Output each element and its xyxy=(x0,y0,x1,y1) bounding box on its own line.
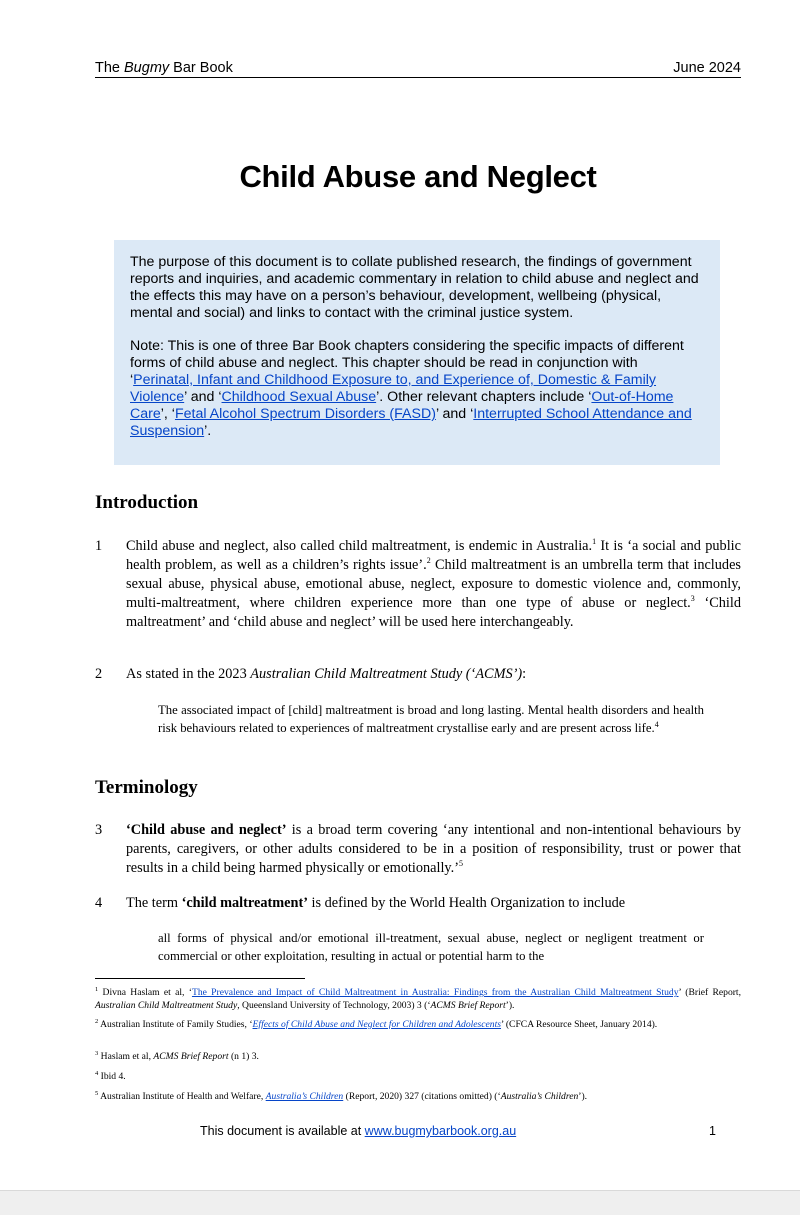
summary-box xyxy=(114,240,720,465)
link-childhood-sexual-abuse[interactable]: Childhood Sexual Abuse xyxy=(221,389,377,405)
paragraph-4 xyxy=(95,894,741,913)
heading-terminology: Terminology xyxy=(95,777,198,798)
link-domestic-family-violence[interactable]: Perinatal, Infant and Childhood Exposure to, and Experience of, Domestic & Family Violence xyxy=(130,372,657,405)
paragraph-text: ‘Child abuse and neglect’ is a broad term covering ‘any intentional and non-intentional behaviours by parents, caregivers, or other adults considered to be in a position of responsibility, trust or power that results in a child being harmed physically or emotionally.’$^5$ xyxy=(126,822,741,876)
paragraph-3 xyxy=(95,821,741,878)
summary-note: Note: This is one of three Bar Book chapters considering the specific impacts of different forms of child abuse and neglect. This chapter should be read in conjunction with ‘Perinatal, Infant and Childhood Exposure to, and Experience of, Domestic & Family Violence’ and ‘Childhood Sexual Abuse’. Other relevant chapters include ‘Out-of-Home Care’, ‘Fetal Alcohol Spectrum Disorders (FASD)’ and ‘Interrupted School Attendance and Suspension’. xyxy=(130,338,692,439)
footnote-5: $^5$ Australian Institute of Health and Welfare, Australia’s Children (Report, 2020) 327 (citations omitted) (‘Australia’s Children’). xyxy=(95,1089,588,1102)
paragraph-text: The term ‘child maltreatment’ is defined by the World Health Organization to include xyxy=(126,895,626,911)
paragraph-text: Child abuse and neglect, also called child maltreatment, is endemic in Australia.$^1$ It is ‘a social and public health problem, as well as a children’s rights issue’.$^2$ Child maltreatment is an umbrella term that includes sexual abuse, physical abuse, emotional abuse, neglect, exposure to domestic violence and, commonly, multi-maltreatment, where children experience more than one type of abuse or neglect.$^3$ ‘Child maltreatment’ and ‘child abuse and neglect’ will be used here interchangeably. xyxy=(126,537,741,630)
block-quote-acms: The associated impact of [child] maltreatment is broad and long lasting. Mental health disorders and health risk behaviours related to experiences of maltreatment crystallise early and are present across life.$^4$ xyxy=(158,703,704,735)
link-australias-children[interactable]: Australia’s Children xyxy=(265,1091,344,1102)
link-fasd[interactable]: Fetal Alcohol Spectrum Disorders (FASD) xyxy=(174,406,436,422)
paragraph-1 xyxy=(95,537,741,632)
paragraph-number: 4 xyxy=(95,895,103,911)
footnote-ref[interactable]: 5 xyxy=(458,859,463,869)
heading-introduction: Introduction xyxy=(95,492,199,513)
footnote-ref[interactable]: 4 xyxy=(654,719,659,729)
page-gap xyxy=(0,1190,800,1215)
footnote-ref[interactable]: 1 xyxy=(592,537,597,547)
running-header xyxy=(95,60,741,78)
link-school-attendance[interactable]: Interrupted School Attendance and Suspension xyxy=(130,406,692,439)
summary-purpose: The purpose of this document is to collate published research, the findings of government reports and inquiries, and academic commentary in relation to child abuse and neglect and the effects this may have on a person’s behaviour, development, wellbeing (physical, mental and social) and links to contact with the criminal justice system. xyxy=(130,254,699,321)
page-footer xyxy=(200,1124,716,1138)
page-number: 1 xyxy=(709,1124,716,1138)
link-website[interactable]: www.bugmybarbook.org.au xyxy=(364,1124,517,1138)
header-date: June 2024 xyxy=(673,60,741,76)
footnote-separator xyxy=(95,978,305,979)
page-title: Child Abuse and Neglect xyxy=(239,159,597,194)
footnote-3: $^3$ Haslam et al, ACMS Brief Report (n 1) 3. xyxy=(95,1049,259,1062)
footnote-ref[interactable]: 2 xyxy=(426,556,431,566)
paragraph-number: 3 xyxy=(95,822,103,838)
footnote-4: $^4$ Ibid 4. xyxy=(95,1069,126,1082)
footnote-ref[interactable]: 3 xyxy=(690,594,695,604)
footnote-2: $^2$ Australian Institute of Family Studies, ‘Effects of Child Abuse and Neglect for Children and Adolescents’ (CFCA Resource Sheet, January 2014). xyxy=(95,1017,658,1030)
link-acms-report[interactable]: The Prevalence and Impact of Child Maltreatment in Australia: Findings from the Australian Child Maltreatment Study xyxy=(191,987,679,998)
link-aifs-resource[interactable]: Effects of Child Abuse and Neglect for Children and Adolescents xyxy=(252,1019,501,1030)
link-out-of-home-care[interactable]: Out-of-Home Care xyxy=(130,389,674,422)
header-publication: The Bugmy Bar Book xyxy=(95,60,233,76)
paragraph-text: As stated in the 2023 Australian Child Maltreatment Study (‘ACMS’): xyxy=(126,666,527,682)
footnote-1: $^1$ Divna Haslam et al, ‘The Prevalence and Impact of Child Maltreatment in Australia: Findings from the Australian Child Maltreatment Study’ (Brief Report, Australian Child Maltreatment Study, Queensland University of Technology, 2003) 3 (‘ACMS Brief Report’). xyxy=(95,985,741,1011)
block-quote-who: all forms of physical and/or emotional ill-treatment, sexual abuse, neglect or negligent treatment or commercial or other exploitation, resulting in actual or potential harm to the xyxy=(158,931,704,963)
paragraph-number: 1 xyxy=(95,538,103,554)
footer-availability: This document is available at www.bugmybarbook.org.au xyxy=(200,1124,517,1138)
paragraph-number: 2 xyxy=(95,666,103,682)
paragraph-2 xyxy=(95,665,741,684)
